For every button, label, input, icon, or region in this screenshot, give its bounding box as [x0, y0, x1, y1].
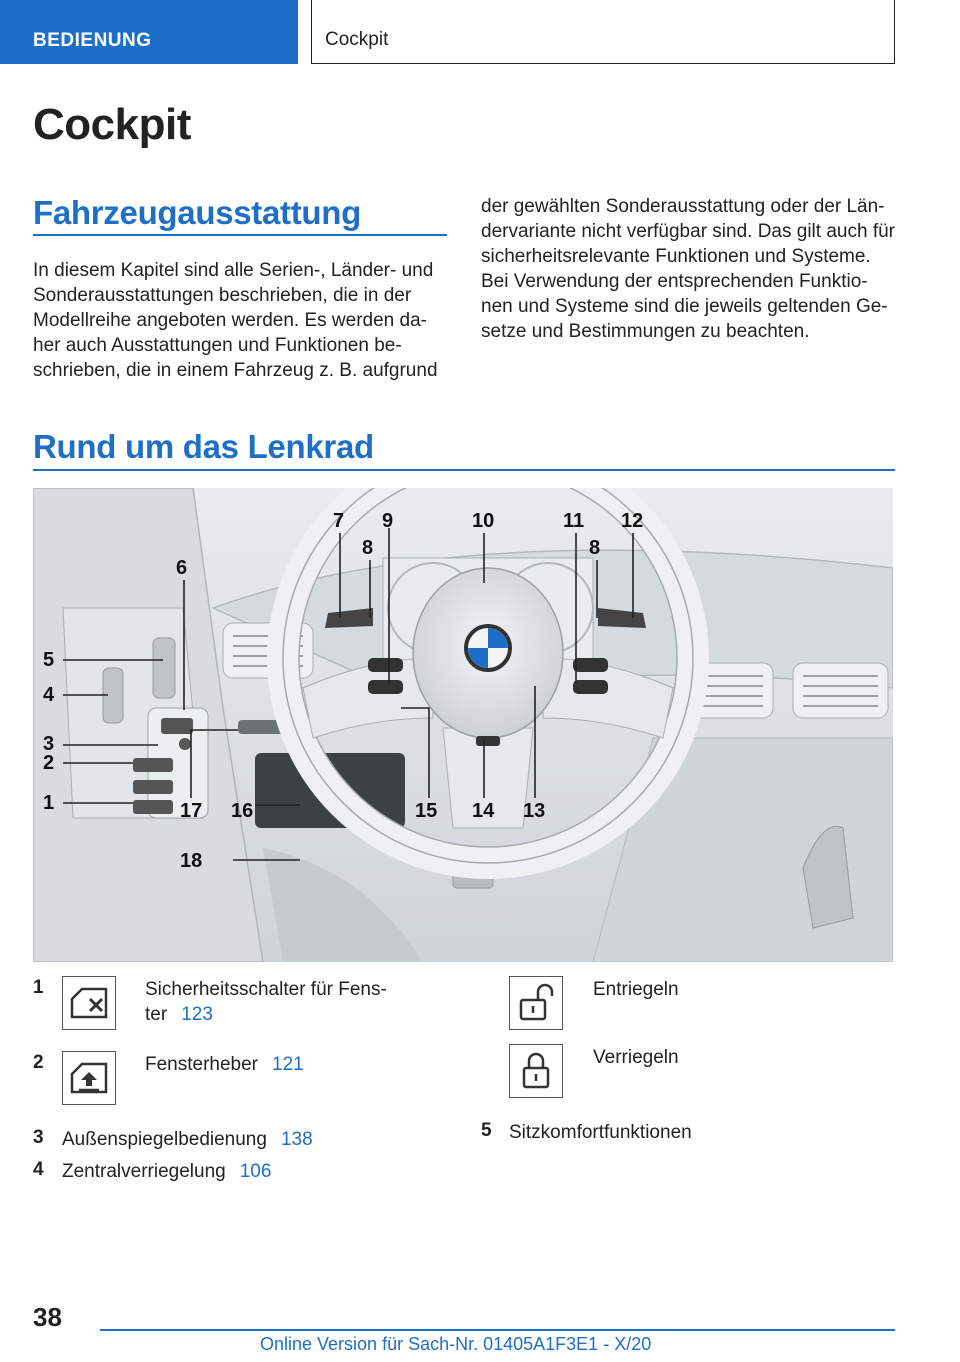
intro-column-1	[33, 258, 438, 383]
text-line: Modellreihe angeboten werden. Es werden da-	[33, 310, 427, 331]
section-tab	[0, 0, 298, 64]
text-line: Sonderausstattungen beschrieben, die in der	[33, 285, 412, 306]
callout-18: 18	[180, 850, 203, 872]
text-line: nen und Systeme sind die jeweils geltenden Ge-	[481, 296, 888, 317]
legend-text-2-label: Fensterheber	[145, 1054, 259, 1075]
legend-text-1-line1: Sicherheitsschalter für Fens-	[145, 979, 387, 1000]
callout-13: 13	[523, 800, 546, 822]
text-line: Bei Verwendung der entsprechenden Funktio-	[481, 271, 868, 292]
legend-number-3: 3	[33, 1127, 44, 1148]
section-rule	[33, 469, 895, 471]
legend-text-lock: Verriegeln	[593, 1047, 679, 1068]
page-reference-link[interactable]: 138	[280, 1129, 313, 1150]
text-line: sicherheitsrelevante Funktionen und Systeme.	[481, 246, 871, 267]
footer-version-text: Online Version für Sach-Nr. 01405A1F3E1 - X/20	[260, 1334, 652, 1354]
legend-number-1: 1	[33, 977, 44, 998]
section-heading-lenkrad: Rund um das Lenkrad	[33, 428, 374, 465]
text-line: In diesem Kapitel sind alle Serien-, Länder- und	[33, 260, 434, 281]
intro-column-2	[481, 194, 895, 344]
window-lift-icon	[62, 1051, 116, 1105]
text-line: der gewählten Sonderausstattung oder der Län-	[481, 196, 885, 217]
section-heading-fahrzeugausstattung: Fahrzeugausstattung	[33, 194, 361, 231]
page-title: Cockpit	[33, 100, 191, 149]
text-line: her auch Ausstattungen und Funktionen be-	[33, 335, 402, 356]
legend-text-unlock: Entriegeln	[593, 979, 679, 1000]
callout-9: 9	[382, 510, 394, 532]
footer-rule	[100, 1329, 895, 1331]
unlock-icon	[509, 976, 563, 1030]
legend-number-2: 2	[33, 1052, 44, 1073]
page-number: 38	[33, 1302, 62, 1332]
callout-6: 6	[176, 557, 188, 579]
callout-16: 16	[231, 800, 254, 822]
callout-17: 17	[180, 800, 203, 822]
legend-text-4	[62, 1159, 271, 1184]
text-line: schrieben, die in einem Fahrzeug z. B. aufgrund	[33, 360, 438, 381]
callout-5: 5	[43, 649, 55, 671]
callout-11: 11	[563, 510, 585, 532]
callout-1: 1	[43, 792, 55, 814]
legend-text-2	[145, 1052, 304, 1077]
callout-2: 2	[43, 752, 55, 774]
legend-text-5: Sitzkomfortfunktionen	[509, 1122, 692, 1143]
cockpit-drawing	[33, 488, 893, 962]
legend-number-5: 5	[481, 1120, 492, 1141]
legend-text-1-line2: ter	[145, 1004, 168, 1025]
callout-4: 4	[43, 684, 55, 706]
callout-7: 7	[333, 510, 345, 532]
callout-15: 15	[415, 800, 438, 822]
text-line: setze und Bestimmungen zu beachten.	[481, 321, 810, 342]
cockpit-illustration	[33, 488, 893, 962]
section-rule	[33, 234, 447, 236]
section-tab-label: BEDIENUNG	[33, 30, 152, 51]
text-line: dervariante nicht verfügbar sind. Das gilt auch für	[481, 221, 895, 242]
legend-text-4-label: Zentralverriegelung	[62, 1161, 226, 1182]
legend-number-4: 4	[33, 1159, 44, 1180]
legend-text-3	[62, 1127, 313, 1152]
page-reference-link[interactable]: 121	[272, 1054, 304, 1075]
callout-3: 3	[43, 733, 55, 755]
chapter-tab	[311, 0, 895, 64]
callout-10: 10	[472, 510, 495, 532]
legend-text-3-label: Außenspiegelbedienung	[62, 1129, 267, 1150]
lock-icon	[509, 1044, 563, 1098]
chapter-tab-label: Cockpit	[325, 29, 389, 50]
callout-8-right: 8	[589, 537, 601, 559]
callout-12: 12	[621, 510, 644, 532]
callout-14: 14	[472, 800, 495, 822]
callout-8-left: 8	[362, 537, 374, 559]
legend-text-1	[145, 977, 387, 1027]
window-lock-icon	[62, 976, 116, 1030]
page-reference-link[interactable]: 123	[181, 1004, 213, 1025]
page-reference-link[interactable]: 106	[239, 1161, 272, 1182]
